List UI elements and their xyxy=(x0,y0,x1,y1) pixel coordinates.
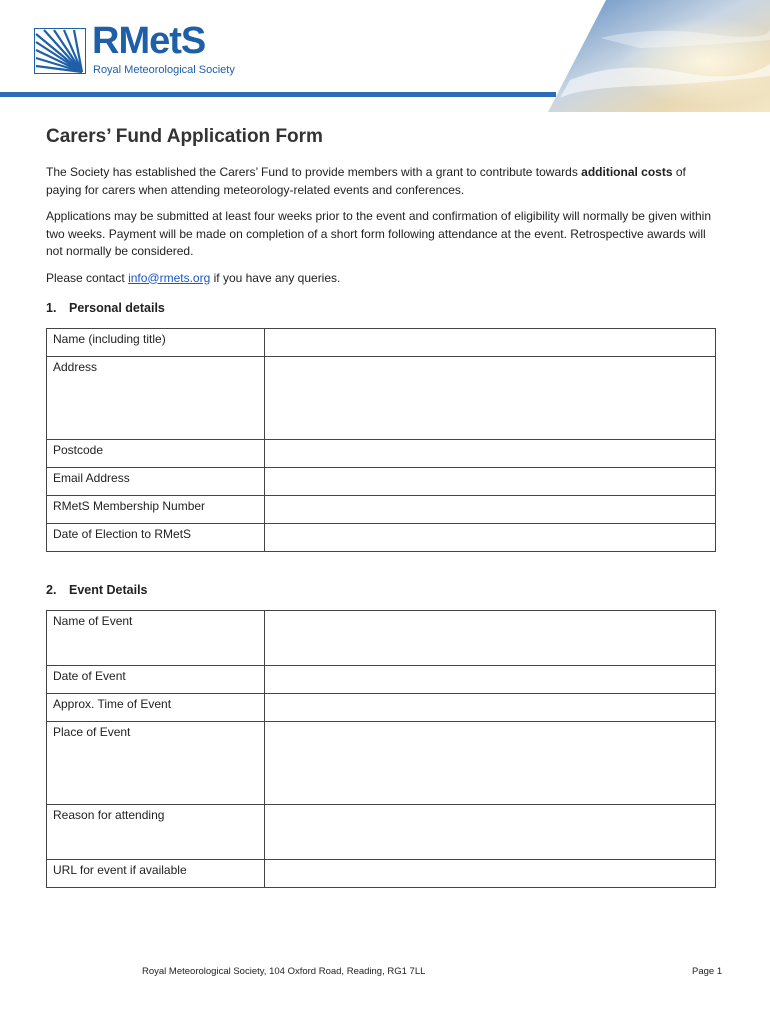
personal-details-table xyxy=(46,328,716,552)
intro-paragraph-2: Applications may be submitted at least four weeks prior to the event and confirmation of eligibility will normally be given within two weeks. Payment will be made on completion of a short form following attendance at the event. Retrospective awards will not normally be considered. xyxy=(46,209,711,258)
reason-field[interactable] xyxy=(265,805,716,860)
membership-number-field[interactable] xyxy=(265,496,716,524)
field-label: Approx. Time of Event xyxy=(47,694,265,722)
table-row xyxy=(47,329,716,357)
rmets-logo-icon xyxy=(34,28,86,74)
table-row xyxy=(47,496,716,524)
section-number: 1. xyxy=(46,301,57,315)
intro-bold-text: additional costs xyxy=(581,165,673,179)
event-time-field[interactable] xyxy=(265,694,716,722)
field-label: Address xyxy=(47,357,265,440)
address-field[interactable] xyxy=(265,357,716,440)
table-row xyxy=(47,694,716,722)
postcode-field[interactable] xyxy=(265,440,716,468)
event-url-field[interactable] xyxy=(265,860,716,888)
logo-subtitle: Royal Meteorological Society xyxy=(93,64,235,76)
header-rule xyxy=(0,92,556,97)
page-title: Carers’ Fund Application Form xyxy=(46,126,323,147)
table-row xyxy=(47,666,716,694)
intro-text: of paying for carers when attending meteorology-related events and conferences. xyxy=(46,165,686,197)
contact-text: if you have any queries. xyxy=(210,270,341,285)
section-title: Event Details xyxy=(69,583,148,597)
document-body xyxy=(46,124,722,888)
field-label: Postcode xyxy=(47,440,265,468)
table-row xyxy=(47,805,716,860)
table-row xyxy=(47,468,716,496)
field-label: Place of Event xyxy=(47,722,265,805)
table-row xyxy=(47,357,716,440)
page-number: Page 1 xyxy=(692,966,723,977)
field-label: Name (including title) xyxy=(47,329,265,357)
election-date-field[interactable] xyxy=(265,524,716,552)
table-row xyxy=(47,722,716,805)
email-field[interactable] xyxy=(265,468,716,496)
field-label: URL for event if available xyxy=(47,860,265,888)
event-place-field[interactable] xyxy=(265,722,716,805)
event-name-field[interactable] xyxy=(265,611,716,666)
field-label: Reason for attending xyxy=(47,805,265,860)
section-title: Personal details xyxy=(69,301,165,315)
event-date-field[interactable] xyxy=(265,666,716,694)
logo-wordmark: RMetS xyxy=(92,20,206,62)
footer-address: Royal Meteorological Society, 104 Oxford Road, Reading, RG1 7LL xyxy=(142,966,426,977)
field-label: Date of Election to RMetS xyxy=(47,524,265,552)
field-label: Email Address xyxy=(47,468,265,496)
section-number: 2. xyxy=(46,583,57,597)
table-row xyxy=(47,611,716,666)
table-row xyxy=(47,440,716,468)
field-label: Name of Event xyxy=(47,611,265,666)
name-field[interactable] xyxy=(265,329,716,357)
section-heading-personal xyxy=(46,299,722,317)
contact-text: Please contact xyxy=(46,270,129,285)
contact-paragraph xyxy=(46,270,722,288)
table-row xyxy=(47,524,716,552)
field-label: RMetS Membership Number xyxy=(47,496,265,524)
event-details-table xyxy=(46,610,716,888)
field-label: Date of Event xyxy=(47,666,265,694)
intro-paragraph-1 xyxy=(46,164,722,199)
section-heading-event xyxy=(46,581,722,599)
page-header xyxy=(0,0,770,112)
intro-text: The Society has established the Carers’ Fund to provide members with a grant to contribute towards xyxy=(46,165,582,179)
contact-email-link[interactable]: info@rmets.org xyxy=(128,270,211,285)
table-row xyxy=(47,860,716,888)
